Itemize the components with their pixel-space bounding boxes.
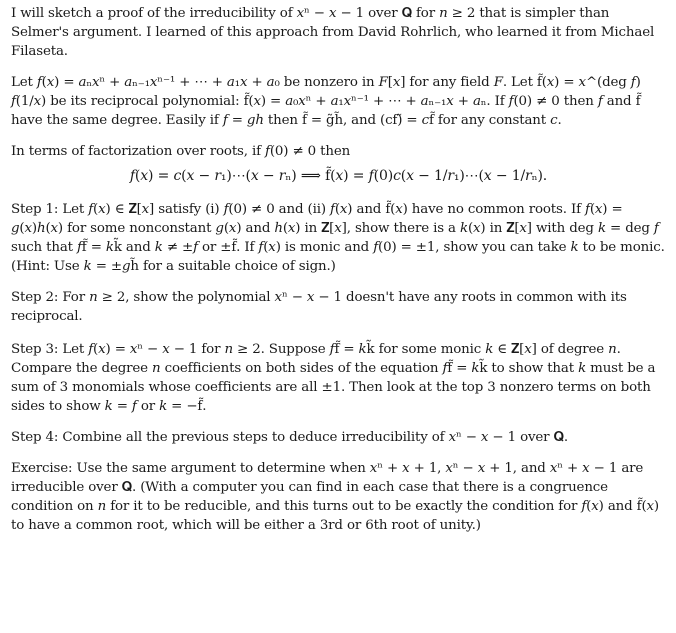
step-1-paragraph: Step 1: Let 𝑓(𝑥) ∈ 𝐙[𝑥] satisfy (i) 𝑓(0) ≠ 0 and (ii) 𝑓(𝑥) and f̃(𝑥) have no common roots. If 𝑓(𝑥) = 𝑔(𝑥)ℎ(𝑥) for some nonconstant 𝑔(𝑥) and ℎ(𝑥) in 𝐙[𝑥], show there is a 𝑘(𝑥) in 𝐙[𝑥] with deg 𝑘 = deg 𝑓 such that 𝑓f̃ = 𝑘k̃ and 𝑘 ≠ ±𝑓 or ±f̃. If 𝑓(𝑥) is monic and 𝑓(0) = ±1, show you can take 𝑘 to be monic. (Hint: Use 𝑘 = ±𝑔h̃ for a suitable choice of sign.) [11,202,665,274]
step-4-paragraph: Step 4: Combine all the previous steps to deduce irreducibility of 𝑥ⁿ − 𝑥 − 1 over 𝐐. [11,430,568,445]
intro-paragraph: I will sketch a proof of the irreducibility of 𝑥ⁿ − 𝑥 − 1 over 𝐐 for 𝑛 ≥ 2 that is simpler than Selmer's argument. I learned of this approach from David Rohrlich, who learned it from Michael Filaseta. [11,6,655,59]
roots-formula: 𝑓(𝑥) = 𝑐(𝑥 − 𝑟₁)⋯(𝑥 − 𝑟ₙ) ⟹ f̃(𝑥) = 𝑓(0)𝑐(𝑥 − 1/𝑟₁)⋯(𝑥 − 1/𝑟ₙ). [129,168,548,184]
definitions-paragraph: Let 𝑓(𝑥) = 𝑎ₙ𝑥ⁿ + 𝑎ₙ₋₁𝑥ⁿ⁻¹ + ⋯ + 𝑎₁𝑥 + 𝑎₀ be nonzero in 𝐹[𝑥] for any field 𝐹. Let f̃(𝑥) = 𝑥^(deg 𝑓) 𝑓(1/𝑥) be its reciprocal polynomial: f̃(𝑥) = 𝑎₀𝑥ⁿ + 𝑎₁𝑥ⁿ⁻¹ + ⋯ + 𝑎ₙ₋₁𝑥 + 𝑎ₙ. If 𝑓(0) ≠ 0 then 𝑓 and f̃ have the same degree. Easily if 𝑓 = 𝑔ℎ then f̃ = g̃h̃, and (cf)̃ = 𝑐f̃ for any constant 𝑐. [11,75,641,128]
exercise-paragraph: Exercise: Use the same argument to determine when 𝑥ⁿ + 𝑥 + 1, 𝑥ⁿ − 𝑥 + 1, and 𝑥ⁿ + 𝑥 − 1 are irreducible over 𝐐. (With a computer you can find in each case that there is a congruence condition on 𝑛 for it to be reducible, and this turns out to be exactly the condition for 𝑓(𝑥) and f̃(𝑥) to have a common root, which will be either a 3rd or 6th root of unity.) [11,461,660,533]
roots-intro-paragraph: In terms of factorization over roots, if 𝑓(0) ≠ 0 then [11,144,351,159]
step-3-paragraph: Step 3: Let 𝑓(𝑥) = 𝑥ⁿ − 𝑥 − 1 for 𝑛 ≥ 2. Suppose 𝑓f̃ = 𝑘k̃ for some monic 𝑘 ∈ 𝐙[𝑥] of degree 𝑛. Compare the degree 𝑛 coefficients on both sides of the equation 𝑓f̃ = 𝑘k̃ to show that 𝑘 must be a sum of 3 monomials whose coefficients are all ±1. Then look at the top 3 nonzero terms on both sides to show 𝑘 = 𝑓 or 𝑘 = −f̃. [11,342,656,414]
step-2-paragraph: Step 2: For 𝑛 ≥ 2, show the polynomial 𝑥ⁿ − 𝑥 − 1 doesn't have any roots in common with its reciprocal. [11,290,627,324]
